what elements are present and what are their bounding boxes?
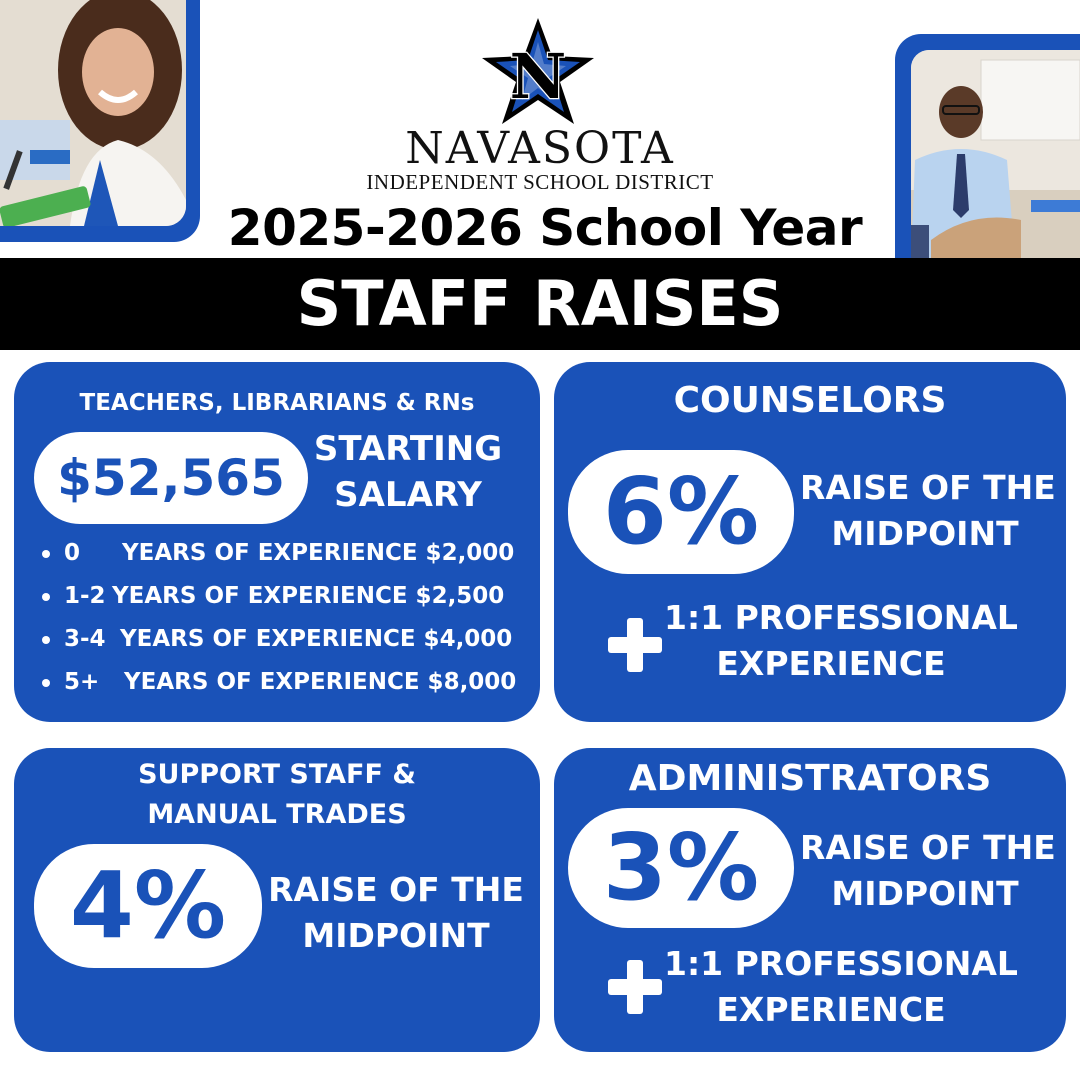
experience-list <box>42 532 532 704</box>
experience-years: 3-4 <box>64 626 106 652</box>
school-year-heading: 2025-2026 School Year <box>227 199 863 257</box>
teachers-card <box>14 362 540 722</box>
starting-salary-pill <box>34 432 308 524</box>
bullet-dot <box>42 593 50 601</box>
administrators-percent: 3% <box>602 814 760 921</box>
counselors-percent: 6% <box>602 458 760 565</box>
banner-title: STAFF RAISES <box>296 267 784 340</box>
plus-icon <box>608 618 662 672</box>
administrators-percent-pill <box>568 808 794 928</box>
list-item <box>42 575 532 618</box>
title-banner <box>0 258 1080 350</box>
staff-photo-frame <box>895 34 1080 260</box>
logo-letter: N <box>509 40 567 113</box>
list-item <box>42 661 532 704</box>
administrators-raise-line-2: MIDPOINT <box>831 874 1019 913</box>
list-item <box>42 532 532 575</box>
support-percent: 4% <box>69 852 227 959</box>
starting-salary-value: $52,565 <box>57 449 285 507</box>
teacher-photo-illustration <box>0 0 186 226</box>
administrators-extra-line-2: EXPERIENCE <box>716 990 946 1029</box>
support-raise-line-1: RAISE OF THE <box>268 870 524 909</box>
bullet-dot <box>42 679 50 687</box>
counselors-percent-pill <box>568 450 794 574</box>
administrators-card <box>554 748 1066 1052</box>
bullet-dot <box>42 636 50 644</box>
experience-amount: YEARS OF EXPERIENCE $2,000 <box>122 540 515 566</box>
teacher-photo-frame <box>0 0 200 242</box>
starting-salary-label-2: SALARY <box>334 475 482 515</box>
teachers-card-title: TEACHERS, LIBRARIANS & RNs <box>79 390 475 416</box>
staff-photo-illustration <box>911 50 1080 260</box>
bullet-dot <box>42 550 50 558</box>
starting-salary-label-1: STARTING <box>313 429 503 469</box>
support-card-title-2: MANUAL TRADES <box>147 799 407 830</box>
experience-years: 1-2 <box>64 583 106 609</box>
counselors-card-title: COUNSELORS <box>673 380 947 421</box>
district-star-logo <box>478 16 598 128</box>
district-name: NAVASOTA <box>405 123 675 174</box>
counselors-extra-line-1: 1:1 PROFESSIONAL <box>664 598 1018 637</box>
experience-years: 0 <box>64 540 81 566</box>
counselors-card <box>554 362 1066 722</box>
counselors-extra-line-2: EXPERIENCE <box>716 644 946 683</box>
support-card-title-1: SUPPORT STAFF & <box>138 759 416 790</box>
support-raise-line-2: MIDPOINT <box>302 916 490 955</box>
administrators-card-title: ADMINISTRATORS <box>628 758 992 799</box>
experience-years: 5+ <box>64 669 100 695</box>
counselors-raise-line-1: RAISE OF THE <box>800 468 1056 507</box>
experience-amount: YEARS OF EXPERIENCE $2,500 <box>112 583 505 609</box>
administrators-extra-line-1: 1:1 PROFESSIONAL <box>664 944 1018 983</box>
experience-amount: YEARS OF EXPERIENCE $4,000 <box>120 626 513 652</box>
teacher-photo <box>0 0 186 226</box>
support-percent-pill <box>34 844 262 968</box>
administrators-raise-line-1: RAISE OF THE <box>800 828 1056 867</box>
district-subtitle: INDEPENDENT SCHOOL DISTRICT <box>366 170 714 194</box>
counselors-raise-line-2: MIDPOINT <box>831 514 1019 553</box>
support-staff-card <box>14 748 540 1052</box>
plus-icon <box>608 960 662 1014</box>
list-item <box>42 618 532 661</box>
experience-amount: YEARS OF EXPERIENCE $8,000 <box>124 669 517 695</box>
staff-photo <box>911 50 1080 260</box>
